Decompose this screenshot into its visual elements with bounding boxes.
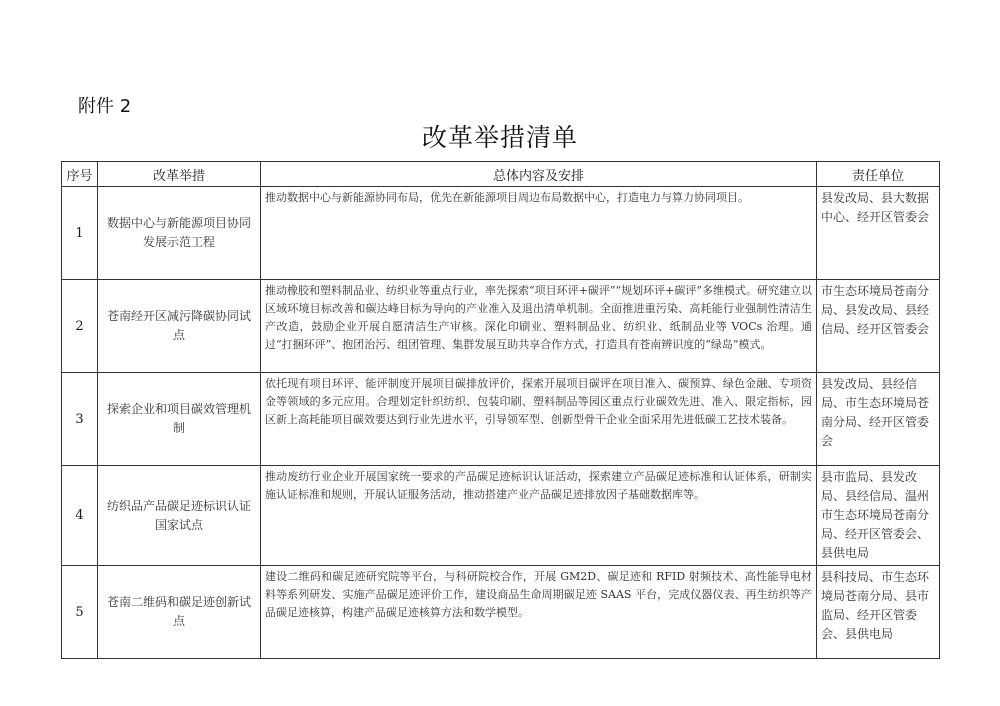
table-header-row xyxy=(62,162,940,187)
row-measure: 苍南二维码和碳足迹创新试点 xyxy=(98,566,261,659)
table-row xyxy=(62,373,940,466)
row-measure: 数据中心与新能源项目协同发展示范工程 xyxy=(98,187,261,280)
row-number: 4 xyxy=(62,466,98,566)
table-row xyxy=(62,466,940,566)
row-responsible-unit: 县市监局、县发改局、县经信局、温州市生态环境局苍南分局、经开区管委会、县供电局 xyxy=(817,466,940,566)
row-content: 建设二维码和碳足迹研究院等平台，与科研院校合作，开展 GM2D、碳足迹和 RFID 射频技术、高性能导电材料等系列研发、实施产品碳足迹评价工作，建设商品生命周期碳足迹 SAAS 平台，完成仪器仪表、再生纺织等产品碳足迹核算，构建产品碳足迹核算方法和数学模型。 xyxy=(261,566,817,659)
row-content: 推动橡胶和塑料制品业、纺织业等重点行业，率先探索“项目环评+碳评”“规划环评+碳评”多维模式。研究建立以区域环境目标改善和碳达峰目标为导向的产业准入及退出清单机制。全面推进重污染、高耗能行业强制性清洁生产改造，鼓励企业开展自愿清洁生产审核。深化印刷业、塑料制品业、纺织业、纸制品业等 VOCs 治理。通过“打捆环评”、抱团治污、组团管理、集群发展互助共享合作方式，打造具有苍南辨识度的“绿岛”模式。 xyxy=(261,280,817,373)
row-responsible-unit: 县发改局、县大数据中心、经开区管委会 xyxy=(817,187,940,280)
row-measure: 纺织品产品碳足迹标识认证国家试点 xyxy=(98,466,261,566)
row-content: 依托现有项目环评、能评制度开展项目碳排放评价，探索开展项目碳评在项目准入、碳预算、绿色金融、专项资金等领域的多元应用。合理划定针织纺织、包装印刷、塑料制品等园区重点行业碳效先进、准入、限定指标，园区新上高耗能项目碳效要达到行业先进水平，引导领军型、创新型骨干企业全面采用先进低碳工艺技术装备。 xyxy=(261,373,817,466)
attachment-label: 附件 2 xyxy=(78,96,132,117)
row-measure: 苍南经开区减污降碳协同试点 xyxy=(98,280,261,373)
row-responsible-unit: 市生态环境局苍南分局、县发改局、县经信局、经开区管委会 xyxy=(817,280,940,373)
column-header-num: 序号 xyxy=(62,162,98,187)
table-row xyxy=(62,566,940,659)
row-content: 推动废纺行业企业开展国家统一要求的产品碳足迹标识认证活动，探索建立产品碳足迹标准和认证体系，研制实施认证标准和规则，开展认证服务活动，推动搭建产业产品碳足迹排放因子基础数据库等。 xyxy=(261,466,817,566)
row-number: 1 xyxy=(62,187,98,280)
row-number: 2 xyxy=(62,280,98,373)
row-content: 推动数据中心与新能源协同布局，优先在新能源项目周边布局数据中心，打造电力与算力协同项目。 xyxy=(261,187,817,280)
row-number: 3 xyxy=(62,373,98,466)
column-header-measure: 改革举措 xyxy=(98,162,261,187)
reform-measures-table xyxy=(61,161,940,659)
row-measure: 探索企业和项目碳效管理机制 xyxy=(98,373,261,466)
row-responsible-unit: 县科技局、市生态环境局苍南分局、县市监局、经开区管委会、县供电局 xyxy=(817,566,940,659)
column-header-unit: 责任单位 xyxy=(817,162,940,187)
table-row xyxy=(62,280,940,373)
row-number: 5 xyxy=(62,566,98,659)
document-title: 改革举措清单 xyxy=(421,123,578,152)
row-responsible-unit: 县发改局、县经信局、市生态环境局苍南分局、经开区管委会 xyxy=(817,373,940,466)
column-header-content: 总体内容及安排 xyxy=(261,162,817,187)
table-row xyxy=(62,187,940,280)
